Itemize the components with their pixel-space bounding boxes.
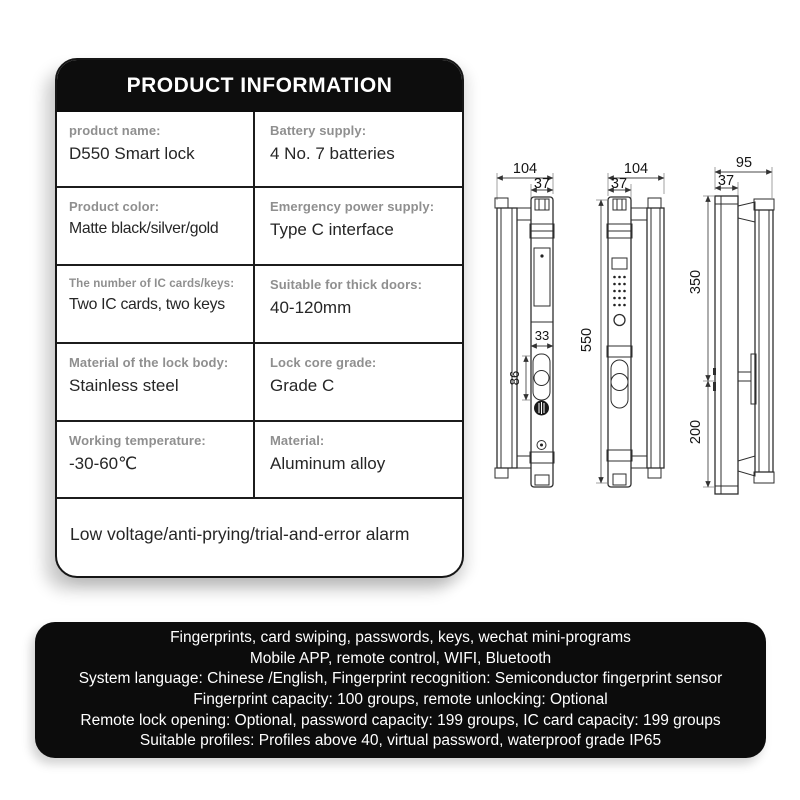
spec-cell-product-name [57,112,253,186]
spec-label: Working temperature: [69,433,206,448]
dim-label-width: 95 [735,155,753,171]
spec-table [57,112,462,576]
features-box [35,622,766,758]
lock-back-diagram [576,150,671,495]
dim-label-width: 104 [512,161,538,177]
dim-label-body-width: 37 [610,176,628,192]
spec-label: Lock core grade: [270,355,377,370]
feature-line: Mobile APP, remote control, WIFI, Bluetooth [249,649,552,667]
spec-value: Aluminum alloy [270,454,386,473]
spec-label: Material: [270,433,325,448]
feature-line: Fingerprint capacity: 100 groups, remote unlocking: Optional [193,691,608,708]
lock-front-diagram [486,150,578,495]
spec-label: product name: [69,123,161,138]
feature-line: System language: Chinese /English, Fingerprint recognition: Semiconductor fingerprint sensor [78,670,723,688]
spec-cell-door-thickness [253,264,462,342]
spec-cell-ic-cards-keys [57,264,253,342]
spec-value: Grade C [270,376,335,395]
page-title: PRODUCT INFORMATION [126,74,393,97]
spec-value: Matte black/silver/gold [69,220,219,237]
spec-value: D550 Smart lock [69,144,195,163]
spec-value: Stainless steel [69,376,179,395]
feature-line: Fingerprints, card swiping, passwords, keys, wechat mini-programs [170,629,631,647]
spec-label: The number of IC cards/keys: [69,277,235,290]
drawing-lock-side-view [688,146,783,503]
dim-label-height: 550 [579,327,595,353]
spec-value: Two IC cards, two keys [69,296,225,313]
spec-cell-battery-supply [253,112,462,186]
drawing-lock-front-view [486,150,578,500]
dim-label-mid-width: 33 [534,328,550,343]
feature-line: Suitable profiles: Profiles above 40, virtual password, waterproof grade IP65 [139,732,662,750]
dim-label-panel-height: 86 [507,370,522,386]
spec-value: Type C interface [270,220,394,239]
dim-label-lower-height: 200 [688,419,704,445]
spec-cell-lock-core-grade [253,342,462,420]
feature-line: Remote lock opening: Optional, password capacity: 199 groups, IC card capacity: 199 groups [80,711,721,729]
spec-label: Product color: [69,199,160,214]
product-info-card [55,58,464,578]
spec-value: 40-120mm [270,298,352,317]
dim-label-body-width: 37 [533,176,551,192]
dim-label-upper-height: 350 [688,269,704,295]
alarm-features-text: Low voltage/anti-prying/trial-and-error alarm [70,524,410,544]
keypad-dots [613,276,626,307]
spec-cell-product-color [57,186,253,264]
spec-label: Emergency power supply: [270,199,435,214]
dim-label-width: 104 [623,161,649,177]
dim-label-body-width: 37 [717,173,735,189]
spec-cell-working-temperature [57,420,253,497]
spec-label: Material of the lock body: [69,355,229,370]
alarm-features-row [57,497,462,576]
spec-label: Battery supply: [270,123,367,138]
spec-value: 4 No. 7 batteries [270,144,395,163]
lock-side-diagram [688,146,783,498]
spec-label: Suitable for thick doors: [270,277,423,292]
spec-cell-lock-body-material [57,342,253,420]
spec-value: -30-60℃ [69,454,138,473]
spec-cell-material [253,420,462,497]
spec-cell-emergency-power [253,186,462,264]
card-header [57,60,462,112]
drawing-lock-back-view [576,150,671,500]
